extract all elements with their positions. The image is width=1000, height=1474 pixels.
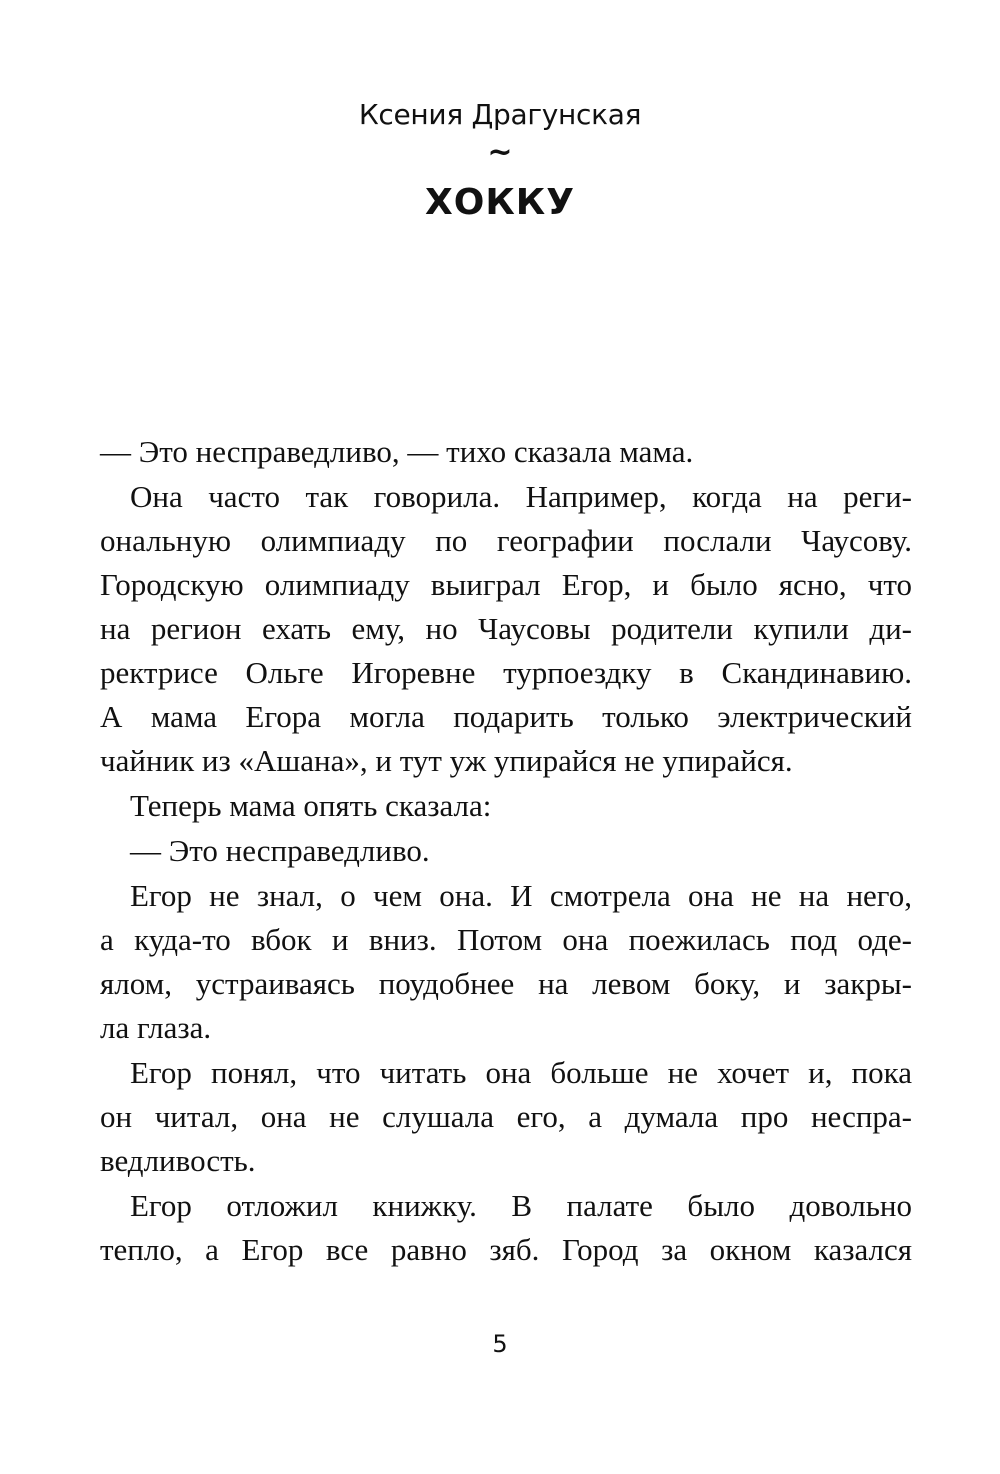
text-line: Городскую олимпиаду выиграл Егор, и было ясно, что [100,567,912,602]
paragraph [100,475,912,783]
text-line: — Это несправедливо. [130,833,430,868]
text-line: чайник из «Ашана», и тут уж упирайся не упирайся. [100,743,793,778]
paragraph [100,829,912,873]
ornament: ~ [487,135,513,170]
text-line: Егор понял, что читать она больше не хочет и, пока [130,1055,912,1090]
text-line: Егор отложил книжку. В палате было довольно [130,1188,912,1223]
paragraph [100,430,912,474]
paragraph [100,784,912,828]
page-number: 5 [492,1330,508,1358]
text-line: Егор не знал, о чем она. И смотрела она не на него, [130,878,912,913]
text-line: на регион ехать ему, но Чаусовы родители купили ди- [100,611,912,646]
text-line: тепло, а Егор все равно зяб. Город за окном казался [100,1232,912,1267]
text-line: ведливость. [100,1143,256,1178]
text-line: Она часто так говорила. Например, когда на реги- [130,479,912,514]
text-line: — Это несправедливо, — тихо сказала мама. [100,434,694,469]
text-line: А мама Егора могла подарить только электрический [100,699,912,734]
author-name: Ксения Драгунская [358,98,642,131]
text-line: ректрисе Ольге Игоревне турпоездку в Скандинавию. [100,655,912,690]
text-line: Теперь мама опять сказала: [130,788,492,823]
text-line: ла глаза. [100,1010,212,1045]
paragraph [100,1051,912,1183]
chapter-title: ХОККУ [425,182,575,223]
text-line: а куда-то вбок и вниз. Потом она поежилась под оде- [100,922,912,957]
text-line: ялом, устраиваясь поудобнее на левом боку, и закры- [100,966,912,1001]
text-line: он читал, она не слушала его, а думала про неспра- [100,1099,912,1134]
text-line: ональную олимпиаду по географии послали Чаусову. [100,523,912,558]
paragraph [100,1184,912,1272]
paragraph [100,874,912,1050]
body-text [100,430,912,1273]
